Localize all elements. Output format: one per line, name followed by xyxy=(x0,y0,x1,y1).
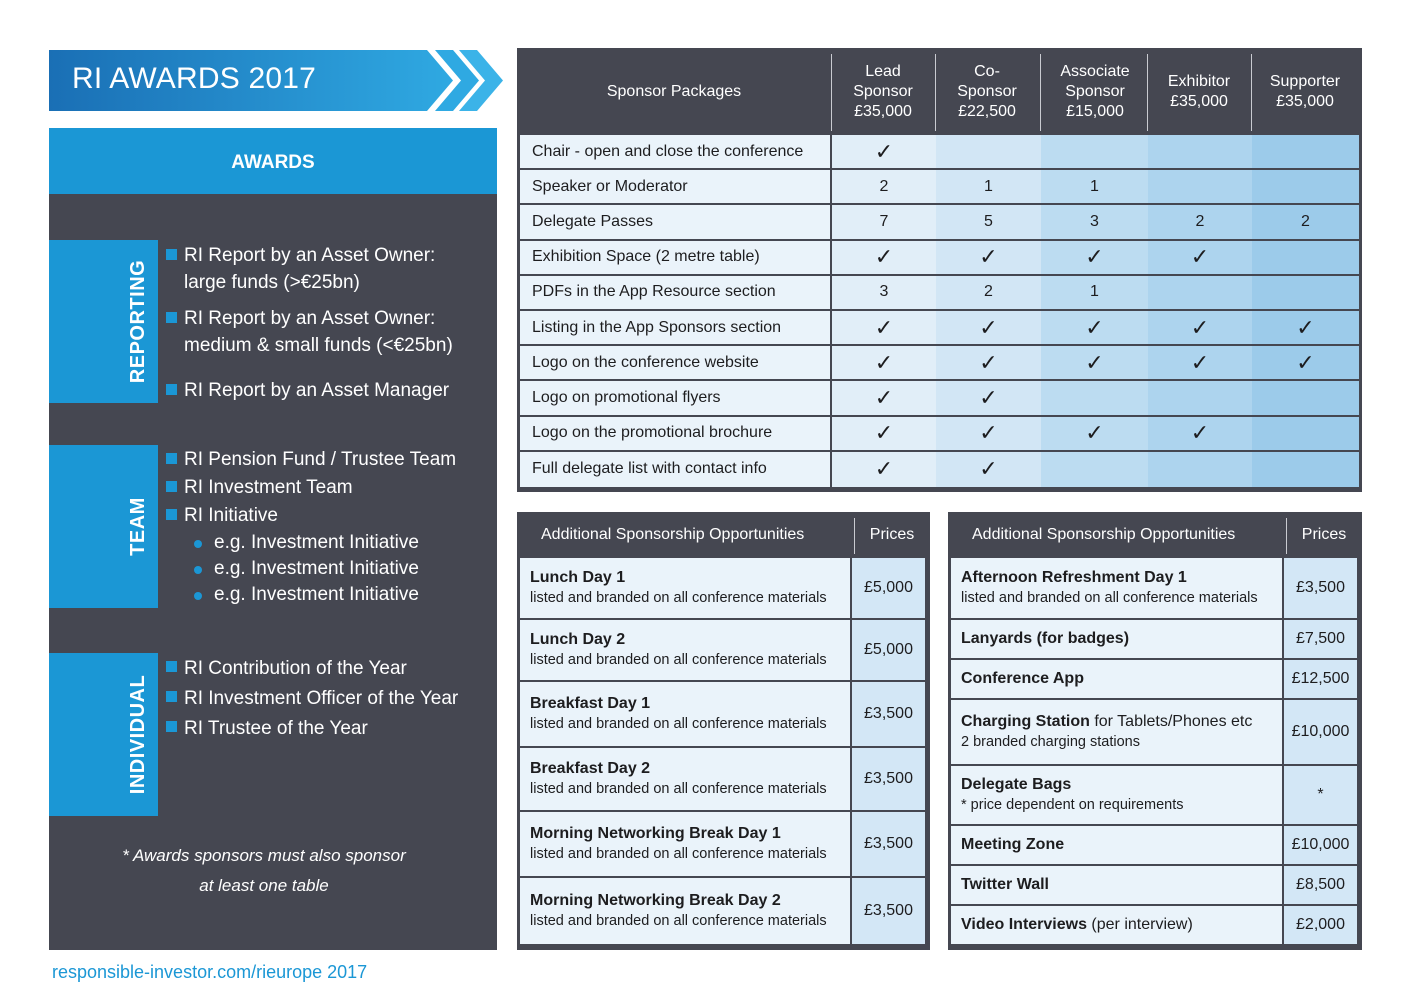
opportunity-title: Afternoon Refreshment Day 1 xyxy=(961,569,1187,586)
checkmark-icon: ✓ xyxy=(1041,311,1148,344)
opportunity-detail: listed and branded on all conference materials xyxy=(530,913,827,929)
opportunity-title: Conference App xyxy=(961,670,1084,687)
package-value: 1 xyxy=(936,170,1041,203)
opportunity-title: Lunch Day 1 xyxy=(530,569,626,586)
opportunity-description xyxy=(951,826,1284,864)
package-value xyxy=(1148,452,1252,487)
checkmark-icon: ✓ xyxy=(936,346,1041,379)
individual-award-list xyxy=(164,654,458,744)
additional-body-right xyxy=(951,558,1359,944)
package-row xyxy=(520,346,1359,381)
opportunity-description xyxy=(951,660,1284,698)
opportunity-description xyxy=(520,682,852,746)
opportunity-description xyxy=(951,558,1284,618)
checkmark-icon: ✓ xyxy=(832,311,936,344)
checkmark-icon: ✓ xyxy=(832,452,936,487)
package-value xyxy=(1252,241,1359,274)
opportunity-row xyxy=(520,558,927,620)
reporting-tab xyxy=(49,240,158,403)
package-value xyxy=(1252,170,1359,203)
opportunity-row xyxy=(520,682,927,748)
package-column-header: Supporter £35,000 xyxy=(1269,72,1341,110)
package-feature-label: Full delegate list with contact info xyxy=(520,452,832,487)
package-value xyxy=(1252,276,1359,309)
package-value: 1 xyxy=(1041,170,1148,203)
package-value: 1 xyxy=(1041,276,1148,309)
package-row xyxy=(520,135,1359,170)
opportunity-row xyxy=(520,620,927,682)
package-value: 2 xyxy=(1148,205,1252,238)
packages-header-row xyxy=(517,48,1362,135)
title-banner xyxy=(49,50,504,111)
package-row xyxy=(520,170,1359,205)
package-value xyxy=(1252,135,1359,168)
opportunity-title: Twitter Wall xyxy=(961,876,1049,893)
opportunity-price: £5,000 xyxy=(852,558,925,618)
package-value xyxy=(1252,452,1359,487)
package-row xyxy=(520,241,1359,276)
opportunity-row xyxy=(520,748,927,812)
package-value: 7 xyxy=(832,205,936,238)
package-value: 2 xyxy=(1252,205,1359,238)
opportunity-row xyxy=(951,700,1359,766)
prices-header: Prices xyxy=(869,526,915,543)
opportunity-detail: listed and branded on all conference materials xyxy=(530,781,827,797)
opportunity-detail: listed and branded on all conference materials xyxy=(961,590,1258,606)
checkmark-icon: ✓ xyxy=(1041,417,1148,450)
awards-footnote: * Awards sponsors must also sponsor at least one table xyxy=(122,846,406,895)
checkmark-icon: ✓ xyxy=(936,381,1041,414)
checkmark-icon: ✓ xyxy=(1148,241,1252,274)
opportunity-description xyxy=(520,812,852,876)
opportunity-price: £3,500 xyxy=(1284,558,1357,618)
awards-heading: AWARDS xyxy=(49,128,497,194)
sponsor-packages-table xyxy=(517,48,1362,492)
additional-header: Additional Sponsorship Opportunities xyxy=(972,526,1236,543)
opportunity-title: Meeting Zone xyxy=(961,836,1065,853)
opportunity-row xyxy=(951,660,1359,700)
checkmark-icon: ✓ xyxy=(1252,311,1359,344)
checkmark-icon: ✓ xyxy=(1041,346,1148,379)
checkmark-icon: ✓ xyxy=(936,311,1041,344)
additional-opportunities-table-right xyxy=(948,512,1362,950)
opportunity-description xyxy=(520,878,852,944)
website-link[interactable]: responsible-investor.com/rieurope 2017 xyxy=(52,962,368,982)
packages-label-header: Sponsor Packages xyxy=(606,82,742,100)
opportunity-detail: * price dependent on requirements xyxy=(961,797,1184,813)
opportunity-price: £3,500 xyxy=(852,682,925,746)
package-row xyxy=(520,381,1359,416)
package-column-header: Co- Sponsor £22,500 xyxy=(957,62,1017,120)
opportunity-title: Lunch Day 2 xyxy=(530,631,626,648)
package-feature-label: Speaker or Moderator xyxy=(520,170,832,203)
team-tab-label: TEAM xyxy=(127,497,150,556)
checkmark-icon: ✓ xyxy=(1041,241,1148,274)
award-item: RI Pension Fund / Trustee Team xyxy=(164,446,456,474)
banner-title: RI AWARDS 2017 xyxy=(72,62,317,95)
opportunity-title: Morning Networking Break Day 2 xyxy=(530,892,781,909)
additional-header-row xyxy=(948,512,1362,558)
opportunity-price: £3,500 xyxy=(852,812,925,876)
package-value xyxy=(1252,417,1359,450)
opportunity-row xyxy=(951,906,1359,944)
opportunity-price: £10,000 xyxy=(1284,826,1357,864)
awards-panel xyxy=(49,128,497,950)
checkmark-icon: ✓ xyxy=(1252,346,1359,379)
opportunity-detail: listed and branded on all conference materials xyxy=(530,846,827,862)
package-row xyxy=(520,205,1359,240)
package-column-header: Associate Sponsor £15,000 xyxy=(1060,62,1130,120)
checkmark-icon: ✓ xyxy=(1148,417,1252,450)
opportunity-title: Delegate Bags xyxy=(961,776,1072,793)
package-row xyxy=(520,417,1359,452)
checkmark-icon: ✓ xyxy=(1148,311,1252,344)
package-value: 3 xyxy=(832,276,936,309)
award-sub-item: e.g. Investment Initiative xyxy=(164,556,456,582)
individual-tab xyxy=(49,653,158,816)
package-value xyxy=(1041,135,1148,168)
opportunity-title: Lanyards (for badges) xyxy=(961,630,1130,647)
package-row xyxy=(520,452,1359,487)
opportunity-description xyxy=(951,766,1284,824)
opportunity-row xyxy=(520,878,927,944)
packages-body xyxy=(520,135,1359,487)
award-item: RI Investment Officer of the Year xyxy=(164,684,458,714)
package-value: 5 xyxy=(936,205,1041,238)
package-value: 2 xyxy=(936,276,1041,309)
award-sub-item: e.g. Investment Initiative xyxy=(164,530,456,556)
opportunity-row xyxy=(520,812,927,878)
package-value xyxy=(1041,452,1148,487)
prices-header: Prices xyxy=(1301,526,1347,543)
additional-opportunities-table-left xyxy=(517,512,930,950)
award-sub-item: e.g. Investment Initiative xyxy=(164,582,456,608)
opportunity-price: £5,000 xyxy=(852,620,925,680)
package-feature-label: PDFs in the App Resource section xyxy=(520,276,832,309)
opportunity-detail: listed and branded on all conference materials xyxy=(530,590,827,606)
package-row xyxy=(520,311,1359,346)
team-award-list xyxy=(164,446,456,608)
opportunity-description xyxy=(951,620,1284,658)
checkmark-icon: ✓ xyxy=(1148,346,1252,379)
opportunity-description xyxy=(951,700,1284,764)
opportunity-detail: 2 branded charging stations xyxy=(961,734,1140,750)
opportunity-price: £3,500 xyxy=(852,878,925,944)
opportunity-price: £2,000 xyxy=(1284,906,1357,944)
package-value xyxy=(1148,135,1252,168)
package-feature-label: Listing in the App Sponsors section xyxy=(520,311,832,344)
package-value xyxy=(1041,381,1148,414)
checkmark-icon: ✓ xyxy=(832,135,936,168)
package-value: 2 xyxy=(832,170,936,203)
package-value: 3 xyxy=(1041,205,1148,238)
package-value xyxy=(1148,276,1252,309)
package-feature-label: Chair - open and close the conference xyxy=(520,135,832,168)
award-item: RI Report by an Asset Owner: medium & small funds (<€25bn) xyxy=(164,305,453,359)
additional-header-row xyxy=(517,512,930,558)
checkmark-icon: ✓ xyxy=(832,417,936,450)
opportunity-title: Charging Station for Tablets/Phones etc xyxy=(961,713,1253,730)
opportunity-row xyxy=(951,766,1359,826)
opportunity-row xyxy=(951,866,1359,906)
opportunity-price: £7,500 xyxy=(1284,620,1357,658)
opportunity-price: * xyxy=(1284,766,1357,824)
opportunity-price: £3,500 xyxy=(852,748,925,810)
package-column-header: Lead Sponsor £35,000 xyxy=(853,62,913,120)
checkmark-icon: ✓ xyxy=(936,241,1041,274)
opportunity-price: £10,000 xyxy=(1284,700,1357,764)
package-column-header: Exhibitor £35,000 xyxy=(1167,72,1231,110)
opportunity-detail: listed and branded on all conference materials xyxy=(530,652,827,668)
award-item: RI Initiative xyxy=(164,502,456,530)
opportunity-description xyxy=(520,620,852,680)
checkmark-icon: ✓ xyxy=(936,417,1041,450)
opportunity-title: Video Interviews (per interview) xyxy=(961,916,1193,933)
opportunity-description xyxy=(520,558,852,618)
additional-body-left xyxy=(520,558,927,944)
opportunity-description xyxy=(951,906,1284,944)
package-feature-label: Delegate Passes xyxy=(520,205,832,238)
reporting-award-list xyxy=(164,242,453,404)
checkmark-icon: ✓ xyxy=(936,452,1041,487)
checkmark-icon: ✓ xyxy=(832,346,936,379)
award-item: RI Trustee of the Year xyxy=(164,714,458,744)
package-feature-label: Logo on the promotional brochure xyxy=(520,417,832,450)
opportunity-title: Breakfast Day 1 xyxy=(530,695,651,712)
award-item: RI Report by an Asset Manager xyxy=(164,377,453,404)
package-row xyxy=(520,276,1359,311)
team-tab xyxy=(49,445,158,608)
individual-tab-label: INDIVIDUAL xyxy=(127,674,150,795)
award-item: RI Report by an Asset Owner: large funds (>€25bn) xyxy=(164,242,453,296)
opportunity-title: Breakfast Day 2 xyxy=(530,760,651,777)
opportunity-row xyxy=(951,620,1359,660)
opportunity-description xyxy=(951,866,1284,904)
opportunity-detail: listed and branded on all conference materials xyxy=(530,716,827,732)
opportunity-row xyxy=(951,558,1359,620)
opportunity-price: £8,500 xyxy=(1284,866,1357,904)
checkmark-icon: ✓ xyxy=(832,381,936,414)
package-feature-label: Logo on the conference website xyxy=(520,346,832,379)
award-item: RI Contribution of the Year xyxy=(164,654,458,684)
reporting-tab-label: REPORTING xyxy=(127,259,149,384)
opportunity-description xyxy=(520,748,852,810)
award-item: RI Investment Team xyxy=(164,474,456,502)
opportunity-price: £12,500 xyxy=(1284,660,1357,698)
package-value xyxy=(1252,381,1359,414)
package-value xyxy=(1148,381,1252,414)
opportunity-title: Morning Networking Break Day 1 xyxy=(530,825,781,842)
checkmark-icon: ✓ xyxy=(832,241,936,274)
opportunity-row xyxy=(951,826,1359,866)
additional-header: Additional Sponsorship Opportunities xyxy=(541,526,805,543)
package-value xyxy=(1148,170,1252,203)
package-value xyxy=(936,135,1041,168)
package-feature-label: Logo on promotional flyers xyxy=(520,381,832,414)
package-feature-label: Exhibition Space (2 metre table) xyxy=(520,241,832,274)
